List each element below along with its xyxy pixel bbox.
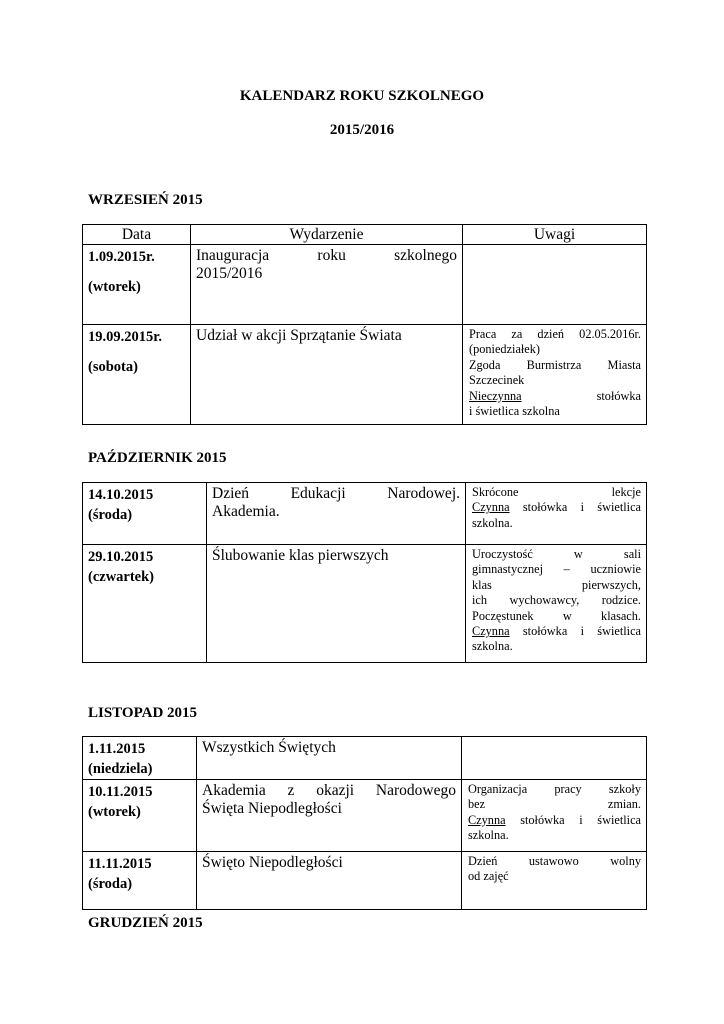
remark-text: Dzień ustawowo wolny — [468, 854, 641, 868]
remarks-cell — [462, 852, 647, 910]
remark-line — [468, 797, 641, 812]
remark-text: Praca za dzień 02.05.2016r. — [469, 327, 641, 341]
table-row — [83, 852, 647, 910]
remark-text: od zajęć — [468, 869, 509, 884]
event-text-line: Akademia. — [212, 503, 280, 520]
remark-line — [472, 593, 641, 608]
remark-text: bez zmian. — [468, 797, 641, 812]
date-cell — [83, 737, 197, 780]
remark-line — [468, 813, 641, 828]
remarks-cell — [462, 737, 647, 780]
event-date: 1.11.2015 — [88, 741, 146, 757]
remark-status: Czynna — [468, 812, 506, 827]
remark-text: klas pierwszych, — [472, 577, 641, 592]
event-text-line: 2015/2016 — [196, 265, 263, 282]
event-date: 1.09.2015r. — [88, 249, 155, 265]
event-weekday: (wtorek) — [88, 279, 141, 295]
remark-line — [472, 578, 641, 593]
remark-status: Czynna — [472, 500, 510, 515]
event-cell — [191, 245, 463, 325]
event-date: 14.10.2015 — [88, 487, 154, 503]
column-header: Uwagi — [463, 225, 647, 245]
remark-text: szkolna. — [472, 515, 513, 530]
date-cell — [83, 325, 191, 425]
table-row — [83, 737, 647, 780]
remark-line — [468, 854, 641, 869]
event-text-line: Dzień Edukacji Narodowej. — [212, 485, 460, 502]
remark-line — [472, 500, 641, 515]
event-cell — [207, 483, 466, 545]
event-cell — [207, 545, 466, 663]
event-weekday: (czwartek) — [88, 569, 155, 585]
event-text-line: Wszystkich Świętych — [202, 739, 336, 756]
column-header: Wydarzenie — [191, 225, 463, 245]
remark-line — [472, 547, 641, 562]
remark-line — [472, 516, 641, 531]
event-cell — [191, 325, 463, 425]
table-row — [83, 545, 647, 663]
date-cell — [83, 780, 197, 852]
remark-line — [472, 562, 641, 577]
remark-line — [472, 609, 641, 624]
calendar-table-september — [82, 224, 647, 425]
event-cell — [197, 737, 462, 780]
remarks-cell — [466, 483, 647, 545]
remark-text: szkolna. — [468, 828, 509, 843]
document-title: KALENDARZ ROKU SZKOLNEGO — [239, 88, 485, 104]
event-date: 11.11.2015 — [88, 856, 152, 872]
table-row — [83, 245, 647, 325]
remark-text: i świetlica szkolna — [469, 404, 560, 419]
event-text-line: Ślubowanie klas pierwszych — [212, 547, 389, 564]
date-spacer — [88, 347, 185, 357]
remarks-cell — [462, 780, 647, 852]
remark-line — [472, 624, 641, 639]
event-date: 19.09.2015r. — [88, 329, 162, 345]
remark-line — [469, 373, 641, 388]
date-cell — [83, 245, 191, 325]
remark-text: Skrócone lekcje — [472, 485, 641, 499]
remark-line — [468, 869, 641, 884]
remarks-cell — [463, 325, 647, 425]
remark-text: szkolna. — [472, 639, 513, 654]
remark-text: Poczęstunek w klasach. — [472, 608, 641, 623]
remark-text: Uroczystość w sali — [472, 547, 641, 561]
remark-text: gimnastycznej – uczniowie — [472, 562, 641, 577]
event-cell — [197, 780, 462, 852]
month-heading-september: WRZESIEŃ 2015 — [88, 192, 203, 208]
remark-text: stołówka i świetlica — [509, 500, 641, 515]
remark-text: stołówka — [521, 388, 641, 403]
event-text-line: Udział w akcji Sprzątanie Świata — [196, 327, 402, 344]
remark-line — [469, 342, 641, 357]
calendar-table-november — [82, 736, 647, 910]
event-text-line: Inauguracja roku szkolnego — [196, 247, 457, 264]
date-cell — [83, 545, 207, 663]
event-text-line: Akademia z okazji Narodowego — [202, 782, 456, 799]
event-date: 29.10.2015 — [88, 549, 154, 565]
event-weekday: (wtorek) — [88, 804, 141, 820]
remark-line — [469, 404, 641, 419]
month-heading-december: GRUDZIEŃ 2015 — [88, 915, 203, 931]
remark-line — [472, 639, 641, 654]
remark-text: (poniedziałek) — [469, 342, 541, 357]
month-heading-november: LISTOPAD 2015 — [88, 705, 198, 721]
school-year: 2015/2016 — [329, 122, 395, 138]
event-text-line: Święta Niepodległości — [202, 800, 342, 817]
date-cell — [83, 852, 197, 910]
event-date: 10.11.2015 — [88, 784, 153, 800]
table-row — [83, 483, 647, 545]
table-row — [83, 325, 647, 425]
remarks-cell — [463, 245, 647, 325]
event-text-line: Święto Niepodległości — [202, 854, 343, 871]
event-weekday: (środa) — [88, 507, 133, 523]
remark-line — [469, 389, 641, 404]
remark-status: Nieczynna — [469, 388, 522, 403]
remarks-cell — [466, 545, 647, 663]
date-spacer — [88, 267, 185, 277]
remark-text: ich wychowawcy, rodzice. — [472, 593, 641, 608]
remark-text: Organizacja pracy szkoły — [468, 782, 641, 796]
event-weekday: (środa) — [88, 876, 133, 892]
month-heading-october: PAŹDZIERNIK 2015 — [88, 450, 227, 466]
remark-line — [469, 327, 641, 342]
remark-line — [472, 485, 641, 500]
calendar-table-october — [82, 482, 647, 663]
column-header: Data — [83, 225, 191, 245]
table-row — [83, 780, 647, 852]
remark-text: stołówka i świetlica — [509, 624, 641, 639]
event-weekday: (niedziela) — [88, 761, 153, 777]
remark-line — [469, 358, 641, 373]
remark-text: stołówka i świetlica — [505, 812, 641, 827]
remark-text: Szczecinek — [469, 373, 525, 388]
remark-line — [468, 782, 641, 797]
remark-text: Zgoda Burmistrza Miasta — [469, 357, 641, 372]
date-cell — [83, 483, 207, 545]
remark-status: Czynna — [472, 624, 510, 639]
event-cell — [197, 852, 462, 910]
table-header-row — [83, 225, 647, 245]
event-weekday: (sobota) — [88, 359, 138, 375]
remark-line — [468, 828, 641, 843]
